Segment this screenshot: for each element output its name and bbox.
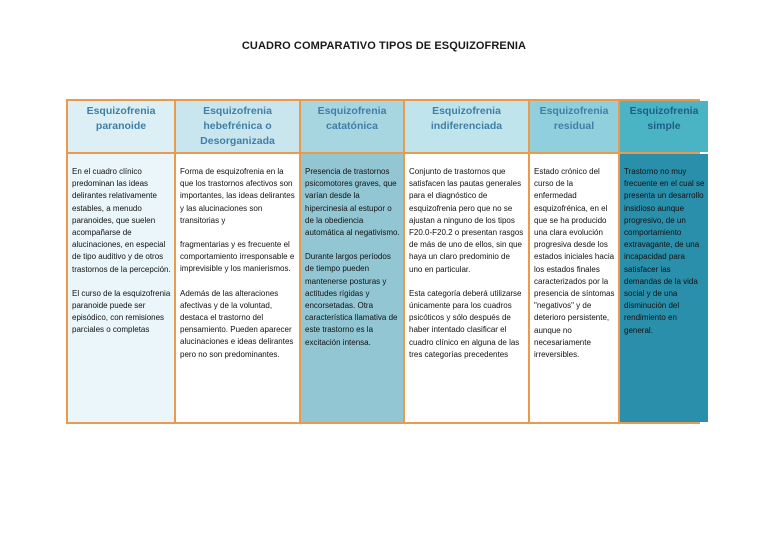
body-catatonica xyxy=(301,154,403,422)
body-residual xyxy=(530,154,618,422)
paragraph: Presencia de trastornos psicomotores graves, que varían desde la hipercinesia al estupor o de la obediencia automática al negativismo. xyxy=(305,167,400,238)
comparison-table xyxy=(66,99,705,424)
body-hebefrenica xyxy=(176,154,299,422)
paragraph: Forma de esquizofrenia en la que los trastornos afectivos son importantes, las ideas delirantes y las alucinaciones son transitorias y xyxy=(180,167,295,225)
document-title: CUADRO COMPARATIVO TIPOS DE ESQUIZOFRENIA xyxy=(241,40,527,52)
header-catatonica: Esquizofrenia catatónica xyxy=(301,101,403,152)
paragraph: Durante largos períodos de tiempo pueden mantenerse posturas y actitudes rígidas y encorsetadas. Otra característica llamativa de este trastorno es la excitación intensa. xyxy=(305,252,398,347)
header-residual: Esquizofrenia residual xyxy=(530,101,618,152)
paragraph: fragmentarias y es frecuente el comportamiento irresponsable e imprevisible y los manierismos. xyxy=(180,240,295,274)
header-hebefrenica: Esquizofrenia hebefrénica o Desorganizada xyxy=(176,101,299,152)
header-paranoide: Esquizofrenia paranoide xyxy=(68,101,174,152)
body-paranoide xyxy=(68,154,174,422)
paragraph: El curso de la esquizofrenia paranoide puede ser episódico, con remisiones parciales o completas xyxy=(72,288,171,335)
body-simple xyxy=(620,154,708,422)
paragraph: Estado crónico del curso de la enfermedad esquizofrénica, en el que se ha producido una clara evolución progresiva desde los estados iniciales hacia los estados finales caracterizados por la presencia de síntomas "negativos" y de deterioro persistente, aunque no necesariamente irreversibles. xyxy=(534,167,615,360)
paragraph: Esta categoría deberá utilizarse únicamente para los cuadros psicóticos y sólo después de haber intentado clasificar el cuadro clínico en alguna de las tres categorías precedentes xyxy=(409,288,522,359)
paragraph: Trastorno no muy frecuente en el cual se presenta un desarrollo insidioso aunque progresivo, de un comportamiento extravagante, de una incapacidad para satisfacer las demandas de la vida social y de una disminución del rendimiento en general. xyxy=(624,167,705,335)
body-indiferenciada xyxy=(405,154,528,422)
header-simple: Esquizofrenia simple xyxy=(620,101,708,152)
paragraph: Además de las alteraciones afectivas y de la voluntad, destaca el trastorno del pensamiento. Pueden aparecer alucinaciones e ideas delirantes pero no son predominantes. xyxy=(180,288,294,359)
header-indiferenciada: Esquizofrenia indiferenciada xyxy=(405,101,528,152)
paragraph: En el cuadro clínico predominan las ideas delirantes relativamente estables, a menudo paranoides, que suelen acompañarse de alucinaciones, en especial de tipo auditivo y de otros trastornos de la percepción. xyxy=(72,167,171,274)
paragraph: Conjunto de trastornos que satisfacen las pautas generales para el diagnóstico de esquizofrenia pero que no se ajustan a ninguno de los tipos F20.0-F20.2 o presentan rasgos de más de uno de ellos, sin que haya un claro predominio de uno en particular. xyxy=(409,167,524,274)
